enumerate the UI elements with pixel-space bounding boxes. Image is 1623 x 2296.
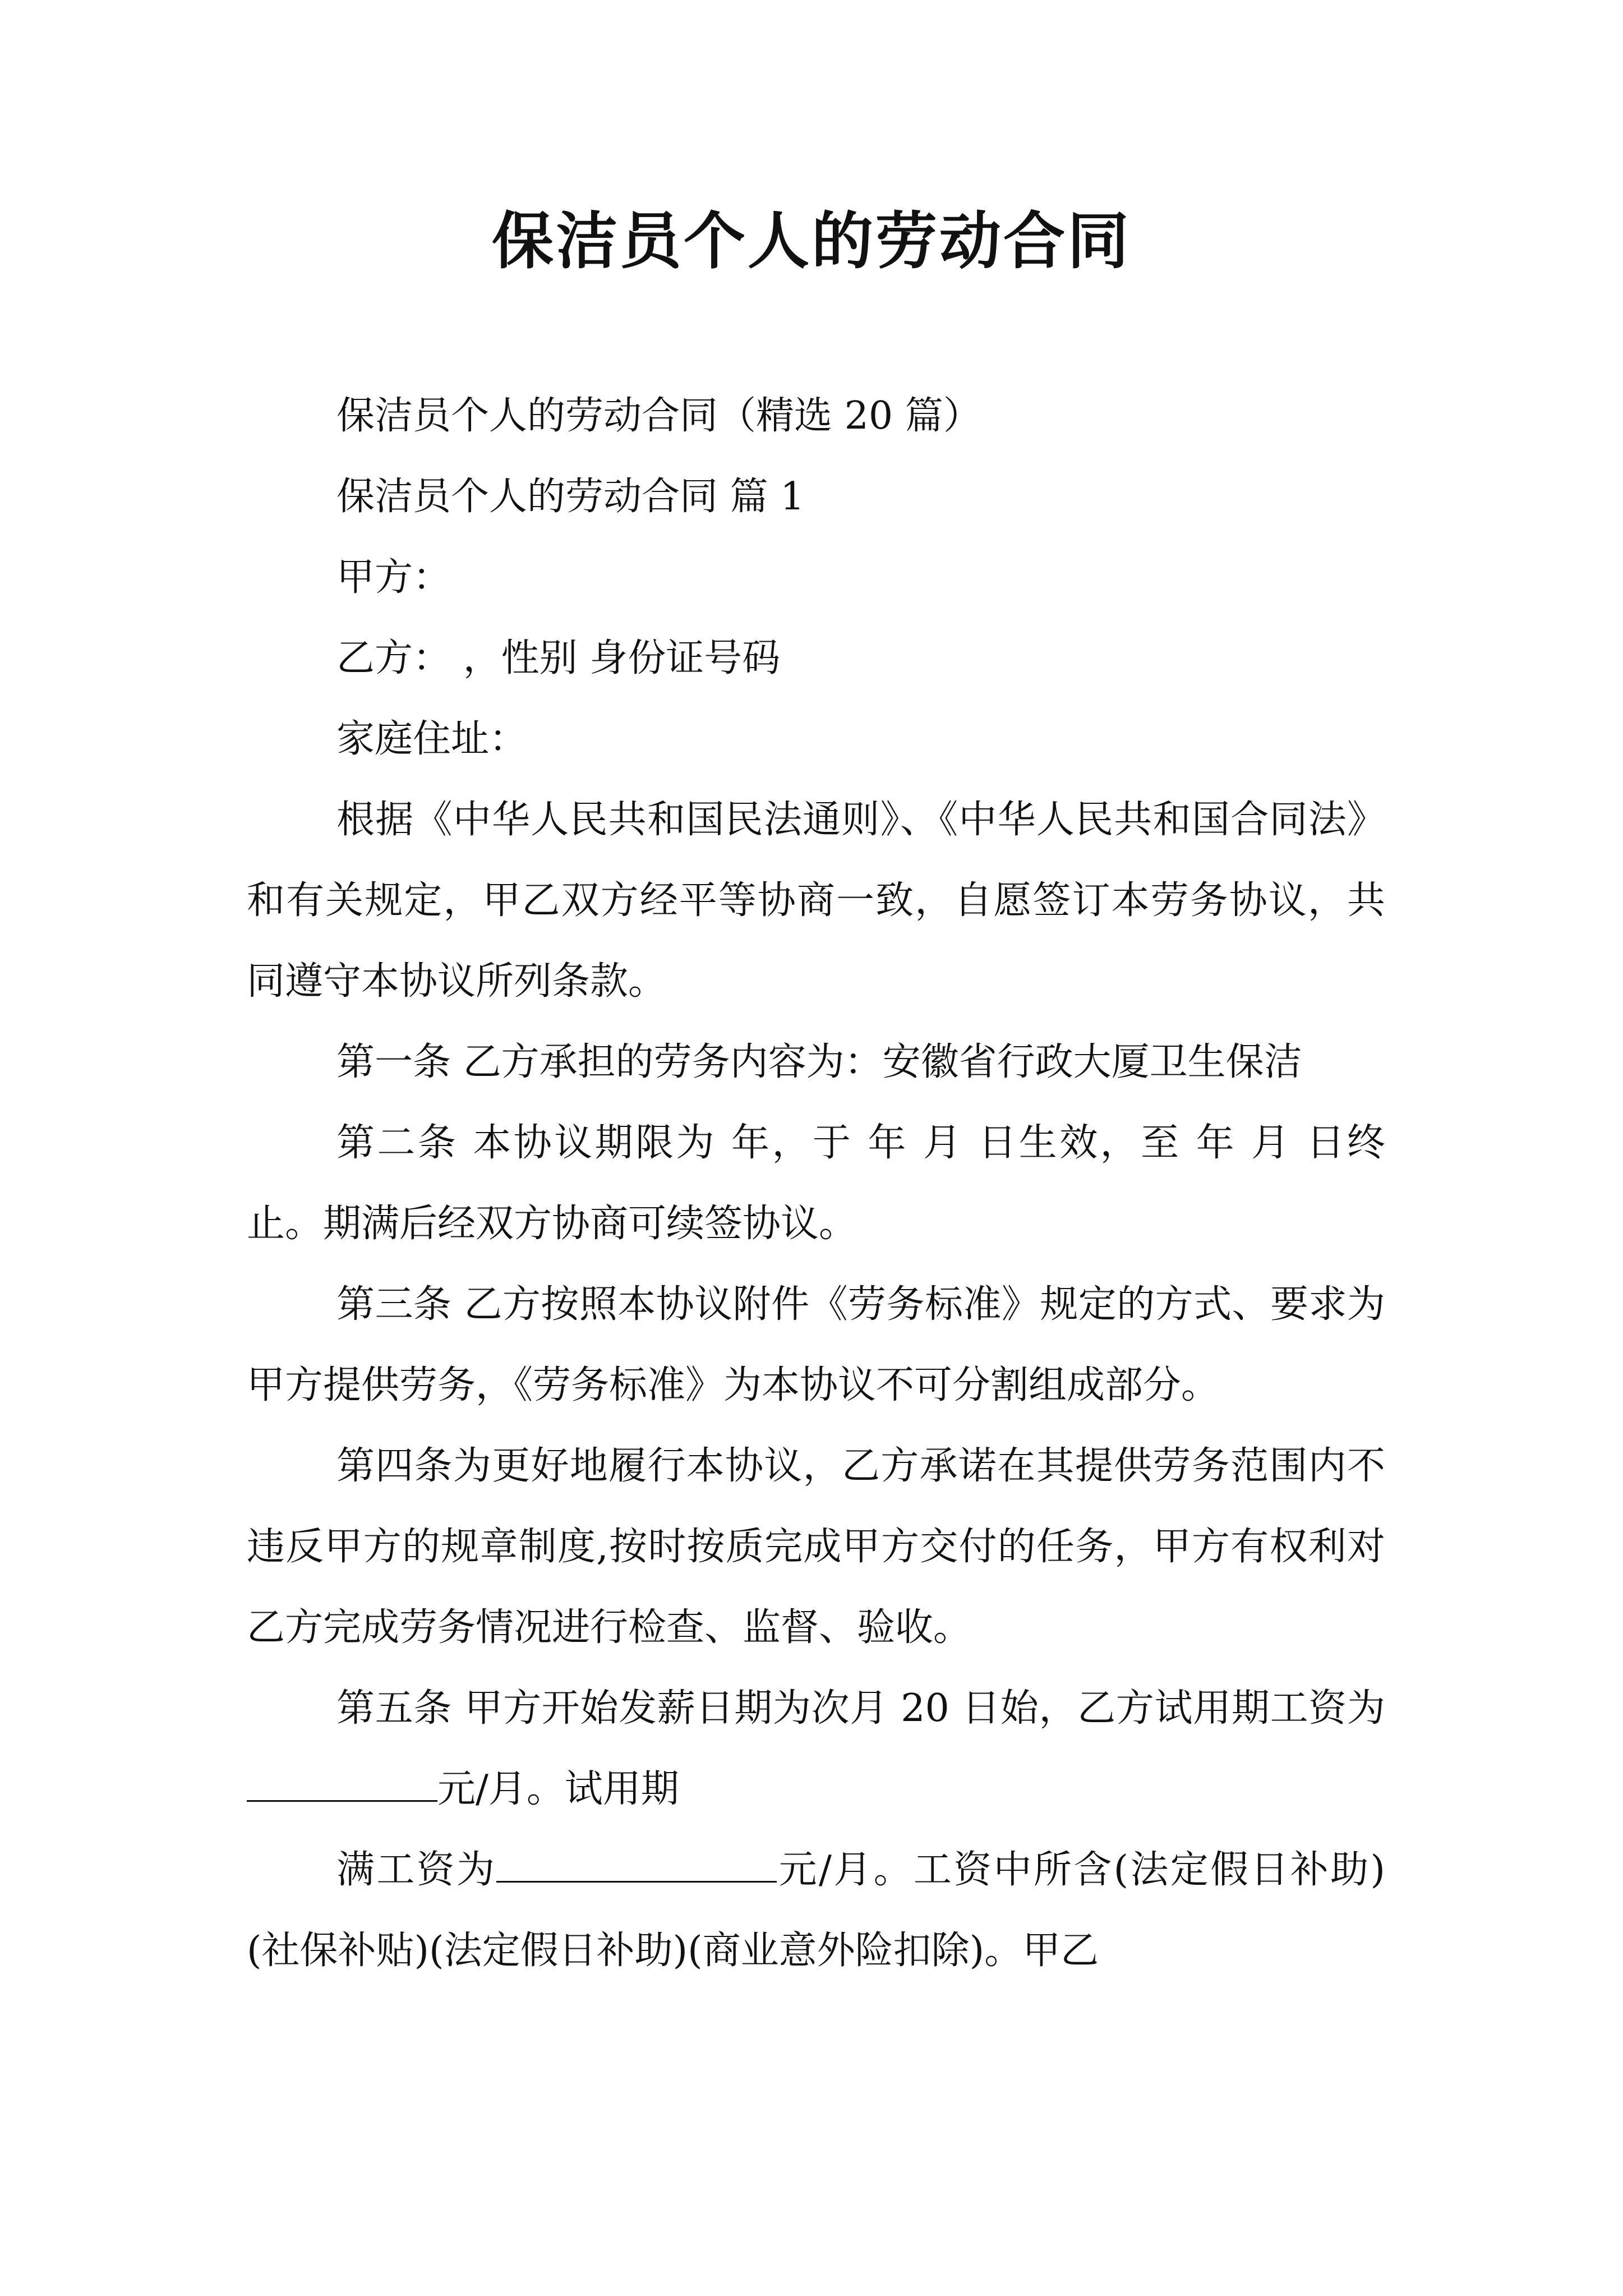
article-5-text-before-blank: 第五条 甲方开始发薪日期为次月 20 日始，乙方试用期工资为	[336, 1686, 1385, 1731]
article-5	[247, 1668, 1385, 1830]
party-b-line: 乙方： ，性别 身份证号码	[336, 636, 781, 680]
probation-wage-blank	[247, 1765, 437, 1802]
intro-paragraph: 根据《中华人民共和国民法通则》、《中华人民共和国合同法》和有关规定，甲乙双方经平等协商一致，自愿签订本劳务协议，共同遵守本协议所列条款。	[247, 798, 1385, 1004]
party-a-line: 甲方：	[336, 555, 451, 600]
full-wage-text-after-blank: 元/月。工资中所含(法定假日补助) (社保补贴)(法定假日补助)(商业意外险扣除)。甲乙	[247, 1848, 1385, 1973]
article-3: 第三条 乙方按照本协议附件《劳务标准》规定的方式、要求为甲方提供劳务，《劳务标准》为本协议不可分割组成部分。	[247, 1282, 1385, 1407]
document-body	[247, 376, 1385, 1991]
subtitle-line: 保洁员个人的劳动合同（精选 20 篇）	[336, 394, 981, 438]
address-line: 家庭住址：	[336, 717, 528, 761]
article-4: 第四条为更好地履行本协议，乙方承诺在其提供劳务范围内不违反甲方的规章制度,按时按质完成甲方交付的任务，甲方有权利对乙方完成劳务情况进行检查、监督、验收。	[247, 1444, 1385, 1650]
full-wage-text-before-blank: 满工资为	[336, 1848, 497, 1892]
article-5-text-after-blank: 元/月。试用期	[437, 1767, 679, 1811]
section-heading: 保洁员个人的劳动合同 篇 1	[336, 475, 805, 519]
full-wage-paragraph	[247, 1830, 1385, 1991]
document-title: 保洁员个人的劳动合同	[492, 205, 1131, 277]
article-1: 第一条 乙方承担的劳务内容为：安徽省行政大厦卫生保洁	[336, 1040, 1302, 1084]
article-2: 第二条 本协议期限为 年，于 年 月 日生效，至 年 月 日终止。期满后经双方协商可续签协议。	[247, 1121, 1385, 1246]
full-wage-blank	[496, 1846, 777, 1883]
